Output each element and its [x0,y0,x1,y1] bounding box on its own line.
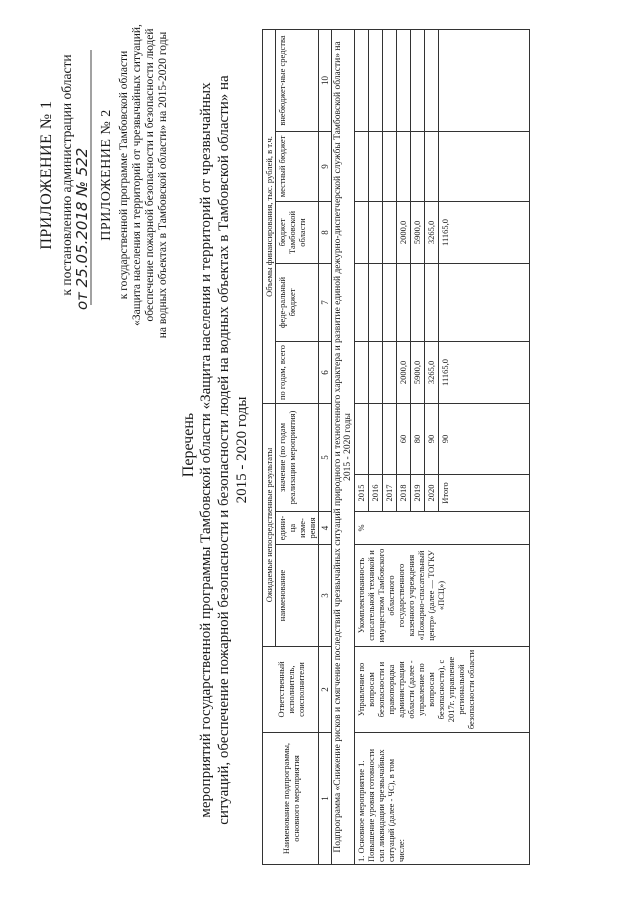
appendix2-line-1: к государственной программе Тамбовской области [118,50,130,300]
column-number: 10 [319,29,332,131]
column-number: 1 [319,733,332,865]
year-value [369,403,383,474]
year-offbudget [411,29,425,131]
year-local [355,131,369,201]
year-value [383,403,397,474]
column-number: 4 [319,512,332,545]
document-heading: Перечень [180,412,197,478]
header-cell-unit: едини-ца изме-рения [276,512,319,545]
year-local [397,131,411,201]
year-label: 2017 [383,475,397,512]
year-value: 60 [397,403,411,474]
header-cell-value-by-year: значение (по годам реализации мероприятия) [276,403,319,511]
column-number: 5 [319,403,332,511]
column-number-row [319,29,332,864]
year-local [383,131,397,201]
year-label: 2015 [355,475,369,512]
column-number: 8 [319,201,332,263]
column-number: 6 [319,341,332,403]
measure-row-2015 [355,29,369,864]
header-cell-funding: Объемы финансирования, тыс. рублей, в т.ч. [263,29,276,403]
total-local [439,131,530,201]
year-local [425,131,439,201]
year-offbudget [425,29,439,131]
year-total: 2000,0 [397,341,411,403]
year-federal [425,263,439,341]
appendix2-title: ПРИЛОЖЕНИЕ № 2 [99,109,114,241]
measure-unit: % [355,512,530,545]
header-cell-subprogram: Наименование подпрограммы, основного мероприятия [263,733,319,865]
total-label: Итого [439,475,530,512]
handwritten-date-number: от 25.05.2018 № 522 [73,147,91,310]
year-offbudget [397,29,411,131]
appendix1-title: ПРИЛОЖЕНИЕ № 1 [38,100,55,250]
total-value: 90 [439,403,530,474]
year-value: 90 [425,403,439,474]
document-title-line-2: ситуаций, обеспечение пожарной безопасности и безопасности людей на водных объектах в Тамбовской области» на [216,75,232,825]
year-regional [383,201,397,263]
year-label: 2016 [369,475,383,512]
header-cell-federal-budget: феде-ральный бюджет [276,263,319,341]
year-total: 5900,0 [411,341,425,403]
measures-table [262,29,530,865]
header-cell-regional-budget: бюджет Тамбовской области [276,201,319,263]
header-cell-executor: Ответственный исполнитель, соисполнители [263,647,319,733]
year-federal [369,263,383,341]
header-cell-offbudget: внебюджет-ные средства [276,29,319,131]
year-regional: 3265,0 [425,201,439,263]
year-total [383,341,397,403]
year-value: 80 [411,403,425,474]
document-title-line-3: 2015 - 2020 годы [234,396,250,504]
year-federal [355,263,369,341]
table-header-row-1 [263,29,276,864]
column-number: 3 [319,545,332,647]
year-federal [397,263,411,341]
column-number: 9 [319,131,332,201]
year-local [369,131,383,201]
subprogram-row [332,29,355,864]
appendix2-line-4: на водных объектах в Тамбовской области» на 2015-2020 годы [157,31,169,339]
document-title-line-1: мероприятий государственной программы Тамбовской области «Защита населения и территорий от чрезвычайных [198,82,214,818]
total-amount: 11165,0 [439,341,530,403]
header-cell-local-budget: местный бюджет [276,131,319,201]
year-label: 2018 [397,475,411,512]
year-value [355,403,369,474]
year-regional [369,201,383,263]
year-offbudget [369,29,383,131]
year-total: 3265,0 [425,341,439,403]
total-federal [439,263,530,341]
year-label: 2019 [411,475,425,512]
total-offbudget [439,29,530,131]
year-regional: 2000,0 [397,201,411,263]
measure-name: 1. Основное мероприятие 1. Повышение уровня готовности сил ликвидации чрезвычайных ситуаций (далее - ЧС), в том числе: [355,733,530,865]
appendix2-line-2: «Защита населения и территорий от чрезвычайных ситуаций, [131,24,143,326]
appendix1-line: к постановлению администрации области [59,54,74,296]
column-number: 2 [319,647,332,733]
subprogram-title: Подпрограмма «Снижение рисков и смягчение последствий чрезвычайных ситуаций природного и техногенного характера и развитие единой дежурно-диспетчерской службы Тамбовской области» на 2015 - 2020 годы [332,29,355,864]
year-total [355,341,369,403]
year-local [411,131,425,201]
year-regional [355,201,369,263]
year-federal [383,263,397,341]
year-total [369,341,383,403]
appendix2-line-3: обеспечение пожарной безопасности и безопасности людей [144,28,156,322]
year-federal [411,263,425,341]
year-offbudget [355,29,369,131]
handwritten-underline [88,45,94,305]
year-label: 2020 [425,475,439,512]
header-cell-indicator-name: наименование [276,545,319,647]
header-cell-expected-results: Ожидаемые непосредственные результаты [263,403,276,646]
measure-executor: Управление по вопросам безопасности и правопорядка администрации области (далее - управление по вопросам безопасности), с 2017г. управление региональной безопасности области [355,647,530,733]
year-offbudget [383,29,397,131]
total-regional: 11165,0 [439,201,530,263]
header-cell-total-by-year: по годам, всего [276,341,319,403]
measure-indicator: Укомплектованность спасательной техникой и имуществом Тамбовского областного государственного казенного учреждения «Пожарно-спасательный центр» (далее — ТОГКУ «ПСЦ») [355,545,530,647]
column-number: 7 [319,263,332,341]
year-regional: 5900,0 [411,201,425,263]
